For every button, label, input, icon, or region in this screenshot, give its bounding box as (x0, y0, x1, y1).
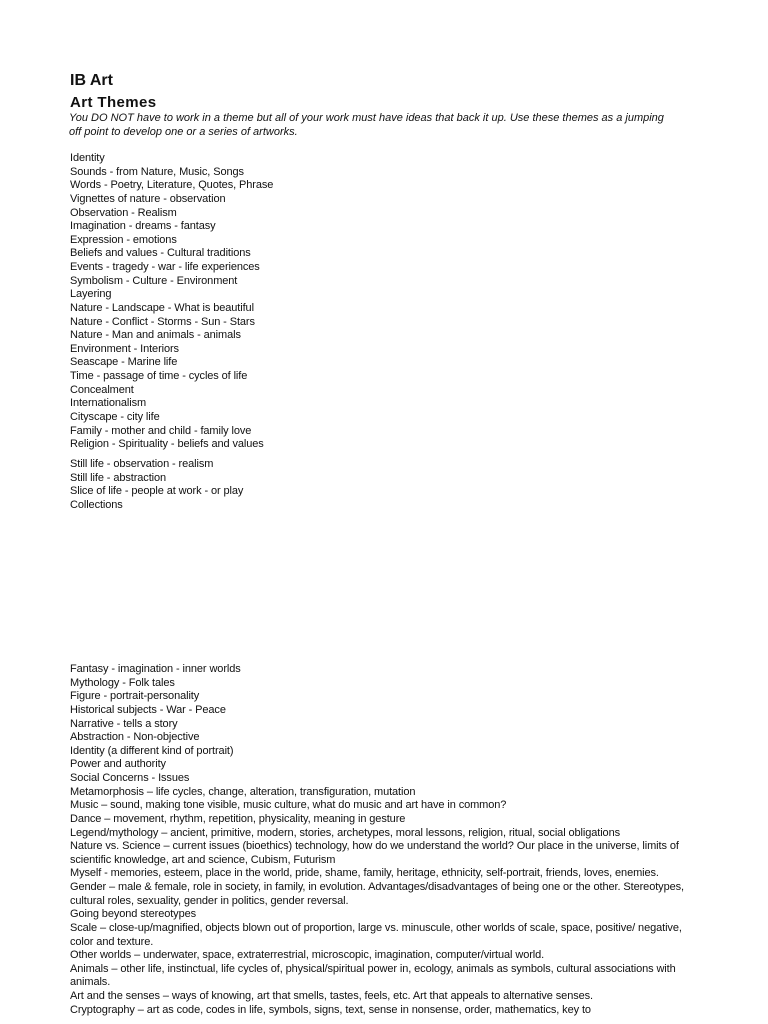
theme-item: Cityscape - city life (70, 410, 160, 423)
themes-list-2 (70, 458, 243, 513)
theme-item: Nature - Landscape - What is beautiful (70, 301, 254, 314)
theme-item: Gender – male & female, role in society, in family, in evolution. Advantages/disadvantages of being one or the other. Stereotypes, cultural roles, sexuality, gender in politics, gender reversal. (70, 881, 684, 907)
theme-item: Art and the senses – ways of knowing, art that smells, tastes, feels, etc. Art that appeals to alternative senses. (70, 990, 593, 1002)
theme-item: Going beyond stereotypes (70, 908, 197, 921)
theme-item: Other worlds – underwater, space, extraterrestrial, microscopic, imagination, computer/virtual world. (70, 949, 545, 962)
theme-item: Power and authority (70, 758, 166, 771)
theme-item: Cryptography – art as code, codes in life, symbols, signs, text, sense in nonsense, order, mathematics, key to (70, 1003, 591, 1016)
theme-item: Symbolism - Culture - Environment (70, 274, 238, 287)
theme-item: Dance – movement, rhythm, repetition, physicality, meaning in gesture (70, 812, 406, 825)
theme-item: Vignettes of nature - observation (70, 192, 226, 205)
theme-item: Concealment (70, 383, 134, 396)
theme-item: Expression - emotions (70, 233, 177, 246)
theme-item: Family - mother and child - family love (70, 424, 252, 437)
theme-item: Still life - abstraction (70, 471, 167, 484)
theme-item: Nature - Man and animals - animals (70, 329, 241, 342)
themes-list-3 (70, 663, 690, 1017)
theme-item: Mythology - Folk tales (70, 676, 175, 689)
theme-item: Nature - Conflict - Storms - Sun - Stars (70, 315, 255, 328)
theme-item: Animals – other life, instinctual, life cycles of, physical/spiritual power in, ecology, animals as symbols, cultural associations with animals. (70, 962, 676, 989)
theme-item: Religion - Spirituality - beliefs and values (70, 438, 264, 451)
themes-list-1 (70, 152, 273, 452)
theme-item: Identity (70, 152, 105, 164)
theme-item: Abstraction - Non-objective (70, 731, 200, 744)
theme-item: Fantasy - imagination - inner worlds (70, 663, 241, 675)
document-subtitle: Art Themes (70, 94, 157, 111)
theme-item: Social Concerns - Issues (70, 772, 190, 784)
theme-item: Words - Poetry, Literature, Quotes, Phrase (70, 179, 274, 192)
theme-item: Environment - Interiors (70, 342, 179, 355)
theme-item: Figure - portrait-personality (70, 690, 200, 703)
theme-item: Historical subjects - War - Peace (70, 703, 226, 716)
theme-item: Nature vs. Science – current issues (bioethics) technology, how do we understand the world? Our place in the universe, limits of scientific knowledge, art and science, Cubism, Futurism (70, 840, 679, 866)
theme-item: Collections (70, 498, 123, 511)
theme-item: Metamorphosis – life cycles, change, alteration, transfiguration, mutation (70, 785, 416, 798)
theme-item: Still life - observation - realism (70, 458, 214, 470)
theme-item: Time - passage of time - cycles of life (70, 370, 248, 382)
theme-item: Identity (a different kind of portrait) (70, 744, 234, 757)
theme-item: Scale – close-up/magnified, objects blown out of proportion, large vs. minuscule, other worlds of scale, space, positive/ negative, color and texture. (70, 921, 682, 948)
theme-item: Imagination - dreams - fantasy (70, 220, 216, 233)
theme-item: Observation - Realism (70, 206, 177, 219)
theme-item: Legend/mythology – ancient, primitive, modern, stories, archetypes, moral lessons, religion, ritual, social obligations (70, 826, 620, 839)
theme-item: Seascape - Marine life (70, 356, 178, 369)
document-title: IB Art (70, 72, 113, 89)
theme-item: Sounds - from Nature, Music, Songs (70, 165, 244, 178)
theme-item: Slice of life - people at work - or play (70, 485, 244, 498)
theme-item: Layering (70, 288, 112, 301)
theme-item: Narrative - tells a story (70, 717, 178, 730)
theme-item: Internationalism (70, 397, 147, 410)
theme-item: Events - tragedy - war - life experiences (70, 261, 260, 273)
theme-item: Music – sound, making tone visible, music culture, what do music and art have in common? (70, 799, 507, 812)
intro-paragraph: You DO NOT have to work in a theme but all of your work must have ideas that back it up. Use these themes as a jumping off point to develop one or a series of artworks. (69, 112, 664, 138)
theme-item: Beliefs and values - Cultural traditions (70, 247, 251, 260)
theme-item: Myself - memories, esteem, place in the world, pride, shame, family, heritage, ethnicity, self-portrait, friends, loves, enemies. (70, 867, 659, 880)
